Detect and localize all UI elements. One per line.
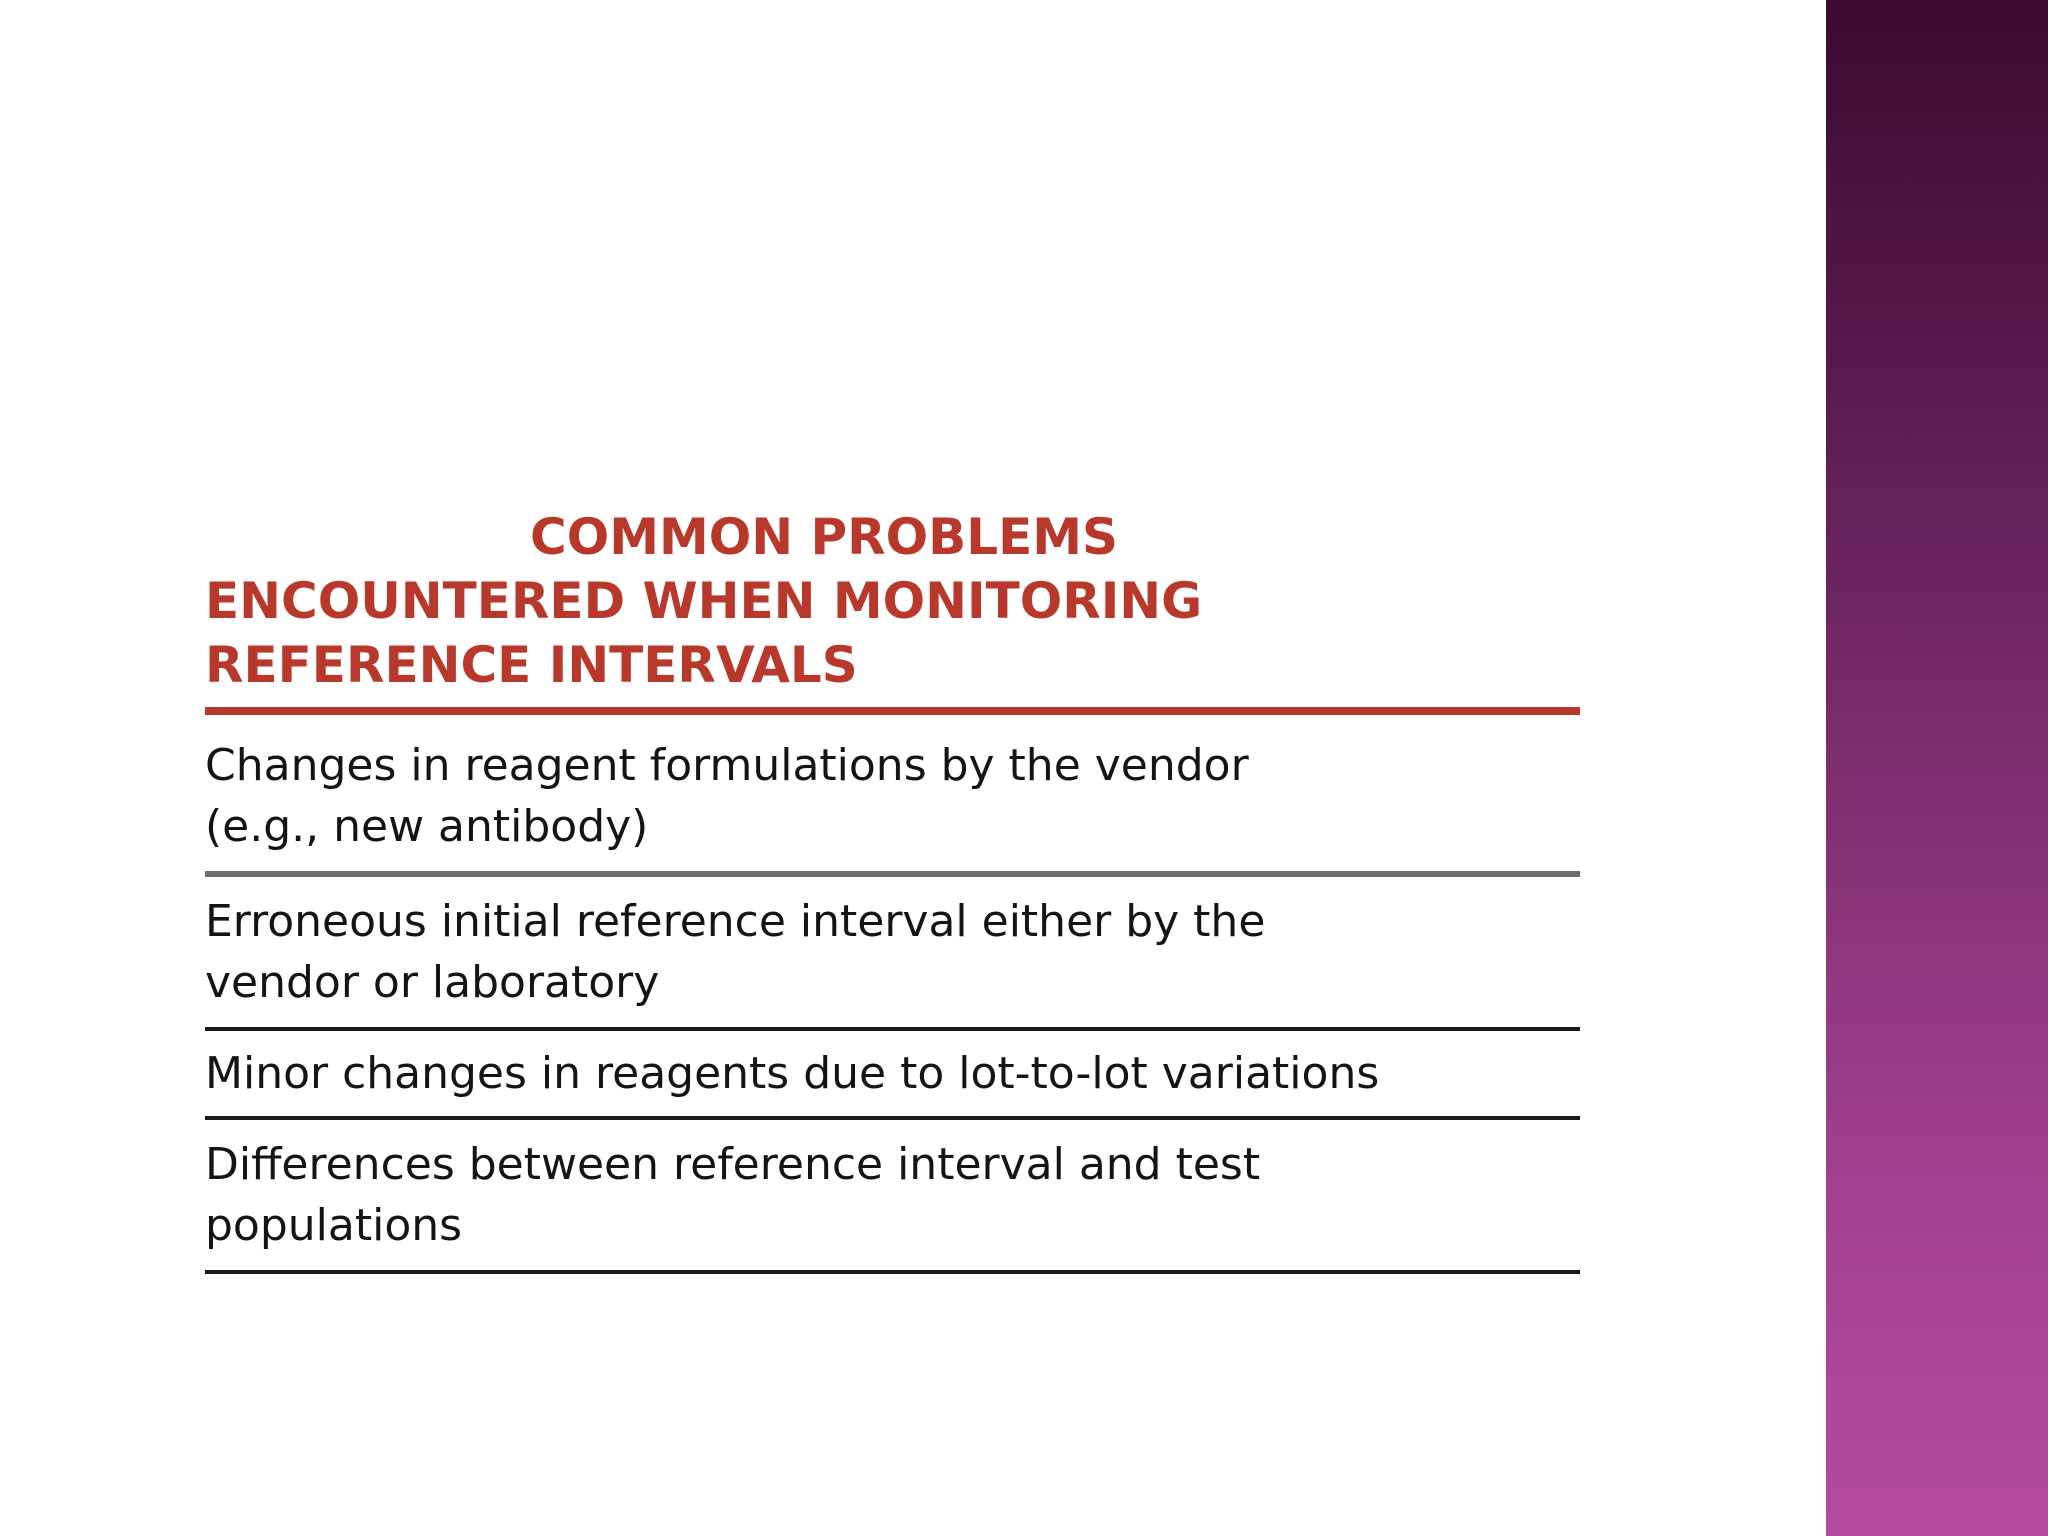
table-row: Erroneous initial reference interval either by the vendor or laboratory (205, 877, 1580, 1031)
table-title-line: ENCOUNTERED WHEN MONITORING (205, 572, 1203, 630)
table-rows (205, 715, 1580, 1274)
table-title-line: REFERENCE INTERVALS (205, 636, 858, 694)
table-title-line: COMMON PROBLEMS (530, 508, 1119, 566)
table-row: Minor changes in reagents due to lot-to-lot variations (205, 1031, 1580, 1120)
table-row: Changes in reagent formulations by the vendor (e.g., new antibody) (205, 715, 1580, 877)
title-divider (205, 707, 1580, 715)
table-title (205, 505, 1580, 697)
table-row: Differences between reference interval and test populations (205, 1120, 1580, 1274)
problems-table (205, 505, 1580, 1274)
decorative-side-band (1826, 0, 2048, 1536)
